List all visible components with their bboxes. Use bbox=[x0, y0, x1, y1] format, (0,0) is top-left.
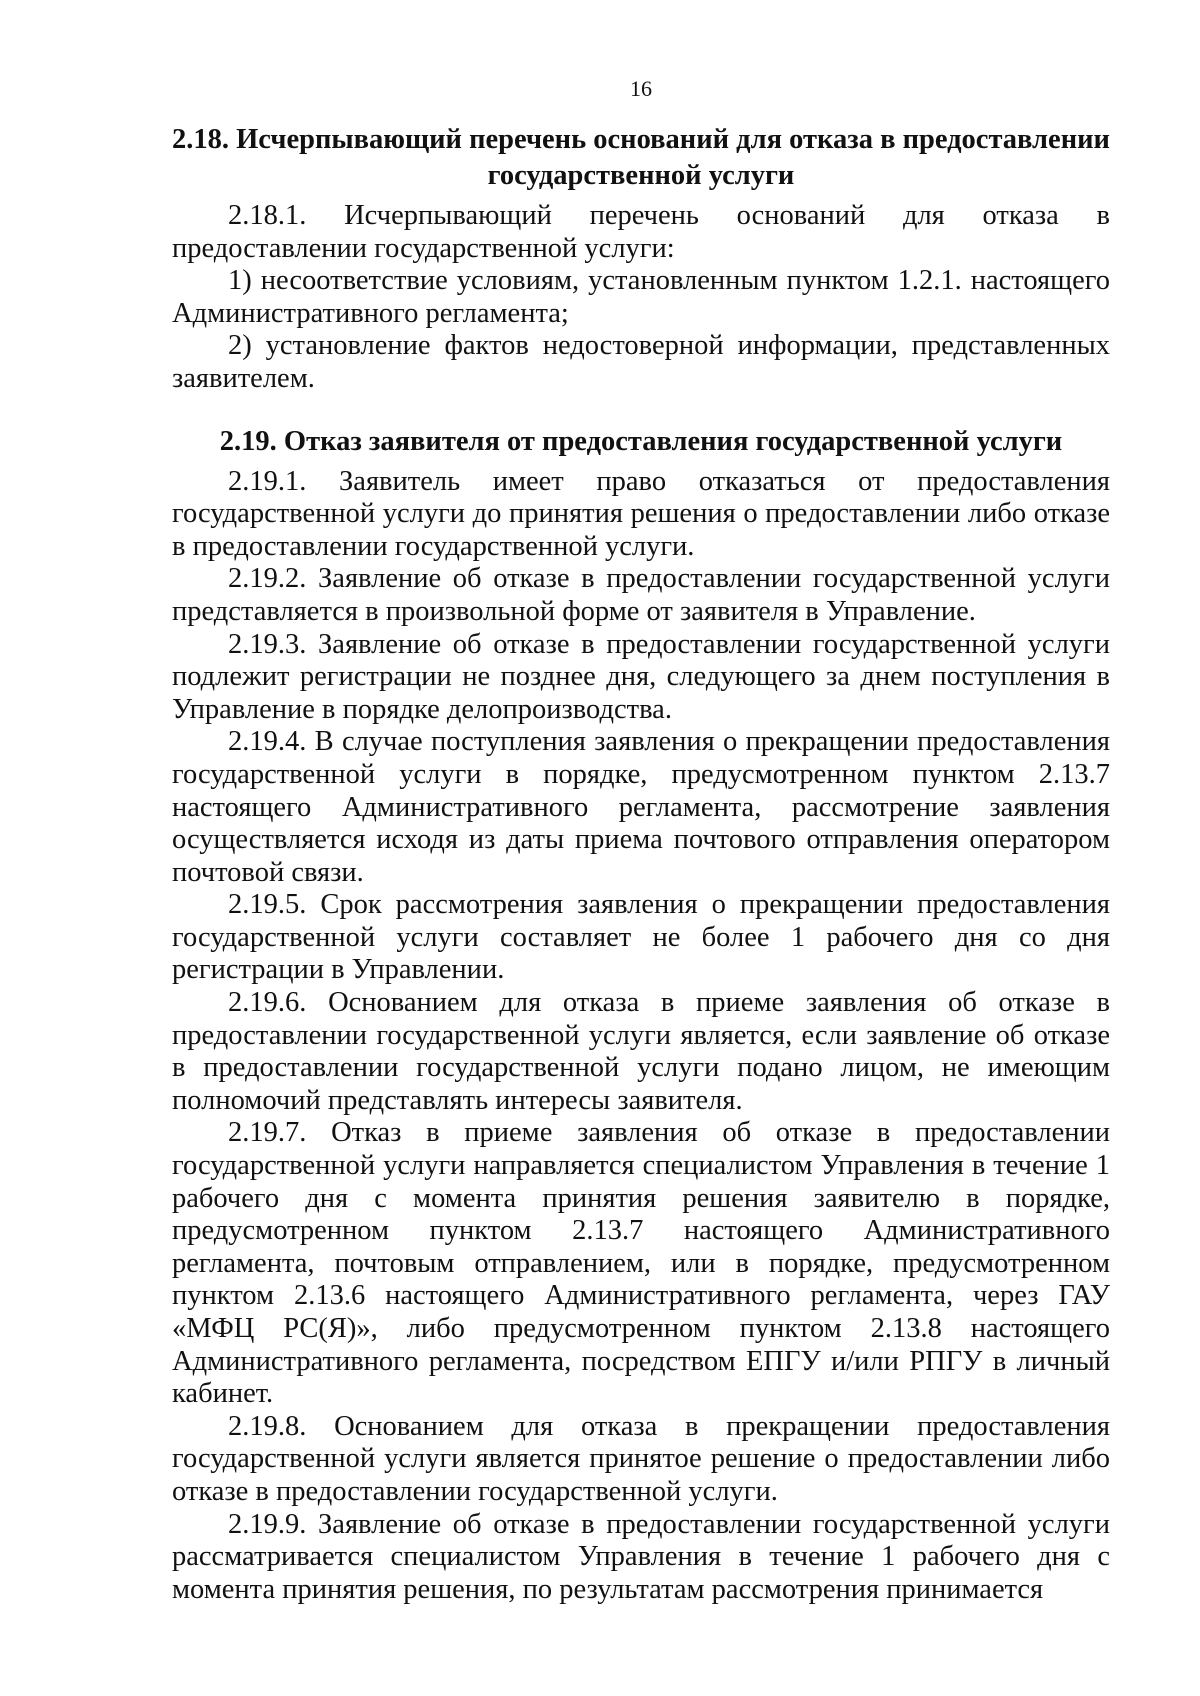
document-page bbox=[172, 78, 1110, 1606]
paragraph-2-19-8: 2.19.8. Основанием для отказа в прекращении предоставления государственной услуги является принятое решение о предоставлении либо отказе в предоставлении государственной услуги. bbox=[172, 1410, 1110, 1507]
section-2-18-heading-line-2: государственной услуги bbox=[487, 160, 795, 191]
section-2-18-heading-line-1: 2.18. Исчерпывающий перечень оснований для отказа в предоставлении bbox=[172, 124, 1110, 155]
paragraph-2-19-3: 2.19.3. Заявление об отказе в предоставлении государственной услуги подлежит регистрации не позднее дня, следующего за днем поступления в Управление в порядке делопроизводства. bbox=[172, 628, 1110, 725]
list-item-2-18-1-2: 2) установление фактов недостоверной информации, представленных заявителем. bbox=[172, 330, 1110, 394]
paragraph-2-19-7: 2.19.7. Отказ в приеме заявления об отказе в предоставлении государственной услуги направляется специалистом Управления в течение 1 рабочего дня с момента принятия решения заявителю в порядке, предусмотренном пунктом 2.13.7 настоящего Административного регламента, почтовым отправлением, или в порядке, предусмотренном пунктом 2.13.6 настоящего Административного регламента, через ГАУ «МФЦ РС(Я)», либо предусмотренном пунктом 2.13.8 настоящего Административного регламента, посредством ЕПГУ и/или РПГУ в личный кабинет. bbox=[172, 1117, 1110, 1410]
paragraph-2-19-5: 2.19.5. Срок рассмотрения заявления о прекращении предоставления государственной услуги составляет не более 1 рабочего дня со дня регистрации в Управлении. bbox=[172, 889, 1110, 986]
paragraph-2-19-6: 2.19.6. Основанием для отказа в приеме заявления об отказе в предоставлении государственной услуги является, если заявление об отказе в предоставлении государственной услуги подано лицом, не имеющим полномочий представлять интересы заявителя. bbox=[172, 987, 1110, 1116]
paragraph-2-18-1: 2.18.1. Исчерпывающий перечень оснований для отказа в предоставлении государственной услуги: bbox=[172, 200, 1110, 264]
page-number: 16 bbox=[630, 76, 652, 101]
list-item-2-18-1-1: 1) несоответствие условиям, установленным пунктом 1.2.1. настоящего Административного регламента; bbox=[172, 265, 1110, 329]
paragraph-2-19-9: 2.19.9. Заявление об отказе в предоставлении государственной услуги рассматривается специалистом Управления в течение 1 рабочего дня с момента принятия решения, по результатам рассмотрения принимается bbox=[172, 1508, 1110, 1605]
section-2-19-heading: 2.19. Отказ заявителя от предоставления государственной услуги bbox=[219, 425, 1063, 457]
paragraph-2-19-2: 2.19.2. Заявление об отказе в предоставлении государственной услуги представляется в произвольной форме от заявителя в Управление. bbox=[172, 563, 1110, 627]
paragraph-2-19-4: 2.19.4. В случае поступления заявления о прекращении предоставления государственной услуги в порядке, предусмотренном пунктом 2.13.7 настоящего Административного регламента, рассмотрение заявления осуществляется исходя из даты приема почтового отправления оператором почтовой связи. bbox=[172, 726, 1110, 888]
section-2-18-heading bbox=[172, 122, 1110, 194]
paragraph-2-19-1: 2.19.1. Заявитель имеет право отказаться от предоставления государственной услуги до принятия решения о предоставлении либо отказе в предоставлении государственной услуги. bbox=[172, 465, 1110, 562]
